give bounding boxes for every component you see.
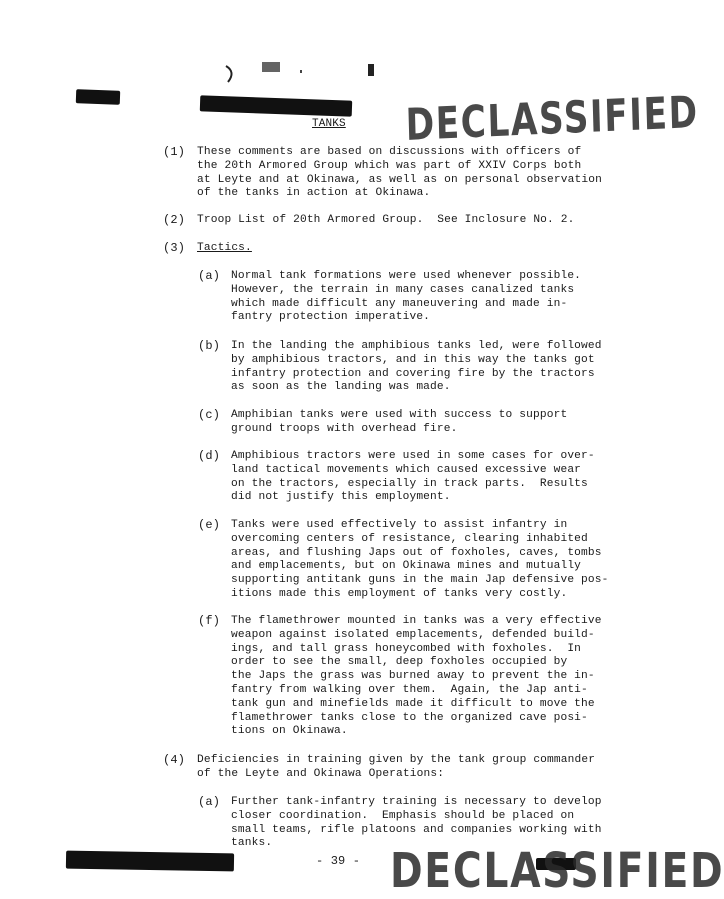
paragraph-text: Tactics. xyxy=(197,242,252,254)
paragraph-text: Troop List of 20th Armored Group. See Inclosure No. 2. xyxy=(197,214,575,226)
redaction-bar-left xyxy=(76,89,120,105)
subparagraph-letter: (d) xyxy=(198,449,221,463)
subparagraph-letter: (e) xyxy=(198,518,221,532)
subparagraph-text: In the landing the amphibious tanks led, were followed by amphibious tractors, and in this way the tanks got infantry protection and covering fire by the tractors as soon as the landing was made. xyxy=(231,340,602,394)
declassified-stamp-bottom: DECLASSIFIED xyxy=(390,843,724,899)
declassified-stamp-top: DECLASSIFIED xyxy=(405,86,700,151)
subparagraph-letter: (b) xyxy=(198,339,221,353)
subparagraph-text: Further tank-infantry training is necessary to develop closer coordination. Emphasis should be placed on small teams, rifle platoons and companies working with tanks. xyxy=(231,796,602,850)
subparagraph-text: Normal tank formations were used whenever possible. However, the terrain in many cases canalized tanks which made difficult any maneuvering and made in- fantry protection imperative. xyxy=(231,270,582,324)
subparagraph-text: The flamethrower mounted in tanks was a very effective weapon against isolated emplacements, defended build- ings, and tall grass honeycombed with foxholes. In order to see the small, deep foxholes occupied by the Japs the grass was burned away to prevent the in- fantry from walking over them. Again, the Jap anti- tank gun and minefields made it difficult to move the flamethrower tanks close to the organized cave posi- tions on Okinawa. xyxy=(231,615,602,738)
paragraph-number: (4) xyxy=(163,753,186,767)
paragraph-text: Deficiencies in training given by the tank group commander of the Leyte and Okinawa Operations: xyxy=(197,754,596,780)
redaction-bar-bottom-left xyxy=(66,851,234,872)
subparagraph-letter: (c) xyxy=(198,408,221,422)
section-heading: TANKS xyxy=(312,118,346,130)
paragraph-number: (3) xyxy=(163,241,186,255)
subparagraph-letter: (a) xyxy=(198,269,221,283)
subparagraph-text: Amphibian tanks were used with success to support ground troops with overhead fire. xyxy=(231,409,568,435)
subparagraph-letter: (f) xyxy=(198,614,221,628)
paragraph-number: (2) xyxy=(163,213,186,227)
page-number: - 39 - xyxy=(316,854,361,868)
subparagraph-letter: (a) xyxy=(198,795,221,809)
paragraph-text: These comments are based on discussions with officers of the 20th Armored Group which was part of XXIV Corps both at Leyte and at Okinawa, as well as on personal observation of the tanks in action at Okinawa. xyxy=(197,146,602,200)
subparagraph-text: Amphibious tractors were used in some cases for over- land tactical movements which caused excessive wear on the tractors, especially in track parts. Results did not justify this employment. xyxy=(231,450,595,504)
paragraph-number: (1) xyxy=(163,145,186,159)
subparagraph-text: Tanks were used effectively to assist infantry in overcoming centers of resistance, clearing inhabited areas, and flushing Japs out of foxholes, caves, tombs and emplacements, but on Okinawa mines and mutually supporting antitank guns in the main Jap defensive pos- itions made this employment of tanks very costly. xyxy=(231,519,609,600)
